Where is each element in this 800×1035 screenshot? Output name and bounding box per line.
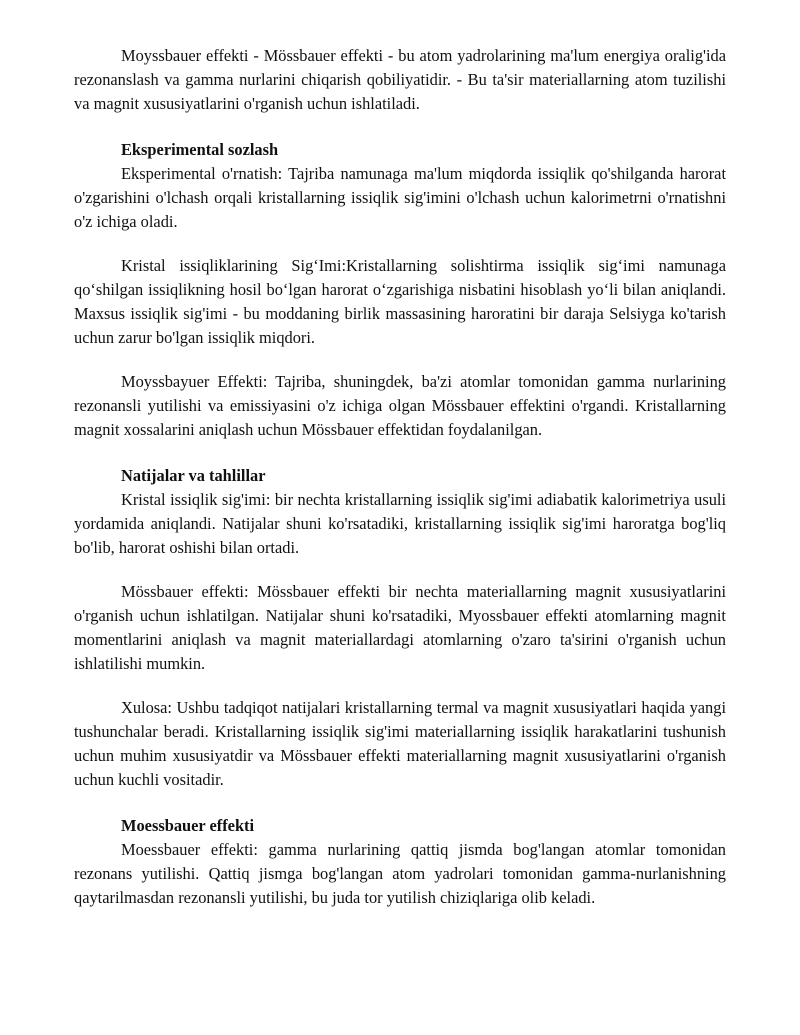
document-page bbox=[74, 44, 726, 910]
spacer bbox=[74, 560, 726, 580]
heading-results: Natijalar va tahlillar bbox=[121, 466, 266, 485]
spacer bbox=[74, 676, 726, 696]
paragraph-experimental-setup: Eksperimental o'rnatish: Tajriba namunaga ma'lum miqdorda issiqlik qo'shilganda harorat o'zgarishini o'lchash orqali kristallarning issiqlik sig'imini o'lchash uchun kalorimetrni o'rnatishni o'z ichiga oladi. bbox=[74, 164, 726, 231]
spacer bbox=[74, 350, 726, 370]
paragraph-results-heat-capacity: Kristal issiqlik sig'imi: bir nechta kristallarning issiqlik sig'imi adiabatik kalorimetriya usuli yordamida aniqlandi. Natijalar shuni ko'rsatadiki, kristallarning issiqlik sig'imi haroratga bog'liq bo'lib, harorat oshishi bilan ortadi. bbox=[74, 490, 726, 557]
paragraph-mossbauer-experiment: Moyssbayuer Effekti: Tajriba, shuningdek, ba'zi atomlar tomonidan gamma nurlarining rezonansli yutilishi va emissiyasini o'z ichiga olgan Mössbauer effektini o'rgandi. Kristallarning magnit xossalarini aniqlash uchun Mössbauer effektidan foydalanilgan. bbox=[74, 372, 726, 439]
spacer bbox=[74, 234, 726, 254]
heading-moessbauer-effect: Moessbauer effekti bbox=[121, 816, 255, 835]
heading-experimental-setup: Eksperimental sozlash bbox=[121, 140, 279, 159]
paragraph-moessbauer-effect: Moessbauer effekti: gamma nurlarining qattiq jismda bog'langan atomlar tomonidan rezonans yutilishi. Qattiq jismga bog'langan atom yadrolari tomonidan gamma-nurlanishning qaytarilmasdan rezonansli yutilishi, bu juda tor yutilish chiziqlariga olib keladi. bbox=[74, 840, 726, 907]
paragraph-conclusion: Xulosa: Ushbu tadqiqot natijalari kristallarning termal va magnit xususiyatlari haqida yangi tushunchalar beradi. Kristallarning issiqlik sig'imi materiallarning issiqlik harakatlarini tushunish uchun muhim xususiyatdir va Mössbauer effekti materiallarning magnit xususiyatlarini o'rganish uchun kuchli vositadir. bbox=[74, 698, 726, 789]
spacer bbox=[74, 442, 726, 464]
spacer bbox=[74, 116, 726, 138]
paragraph-intro: Moyssbauer effekti - Mössbauer effekti - bu atom yadrolarining ma'lum energiya oralig'ida rezonanslash va gamma nurlarini chiqarish qobiliyatidir. - Bu ta'sir materiallarning atom tuzilishi va magnit xususiyatlarini o'rganish uchun ishlatiladi. bbox=[74, 46, 726, 113]
paragraph-heat-capacity: Kristal issiqliklarining Sig‘Imi:Kristallarning solishtirma issiqlik sig‘imi namunaga qo‘shilgan issiqlikning hosil bo‘lgan harorat o‘zgarishiga nisbatini hisoblash yo‘li bilan aniqlandi. Maxsus issiqlik sig'imi - bu moddaning birlik massasining haroratini bir daraja Selsiyga ko'tarish uchun zarur bo'lgan issiqlik miqdori. bbox=[74, 256, 726, 347]
spacer bbox=[74, 792, 726, 814]
paragraph-results-mossbauer: Mössbauer effekti: Mössbauer effekti bir nechta materiallarning magnit xususiyatlarini o'rganish uchun ishlatilgan. Natijalar shuni ko'rsatadiki, Myossbauer effekti atomlarning magnit momentlarini aniqlash va magnit materiallardagi atomlarning o'zaro ta'sirini o'rganish uchun ishlatilishi mumkin. bbox=[74, 582, 726, 673]
